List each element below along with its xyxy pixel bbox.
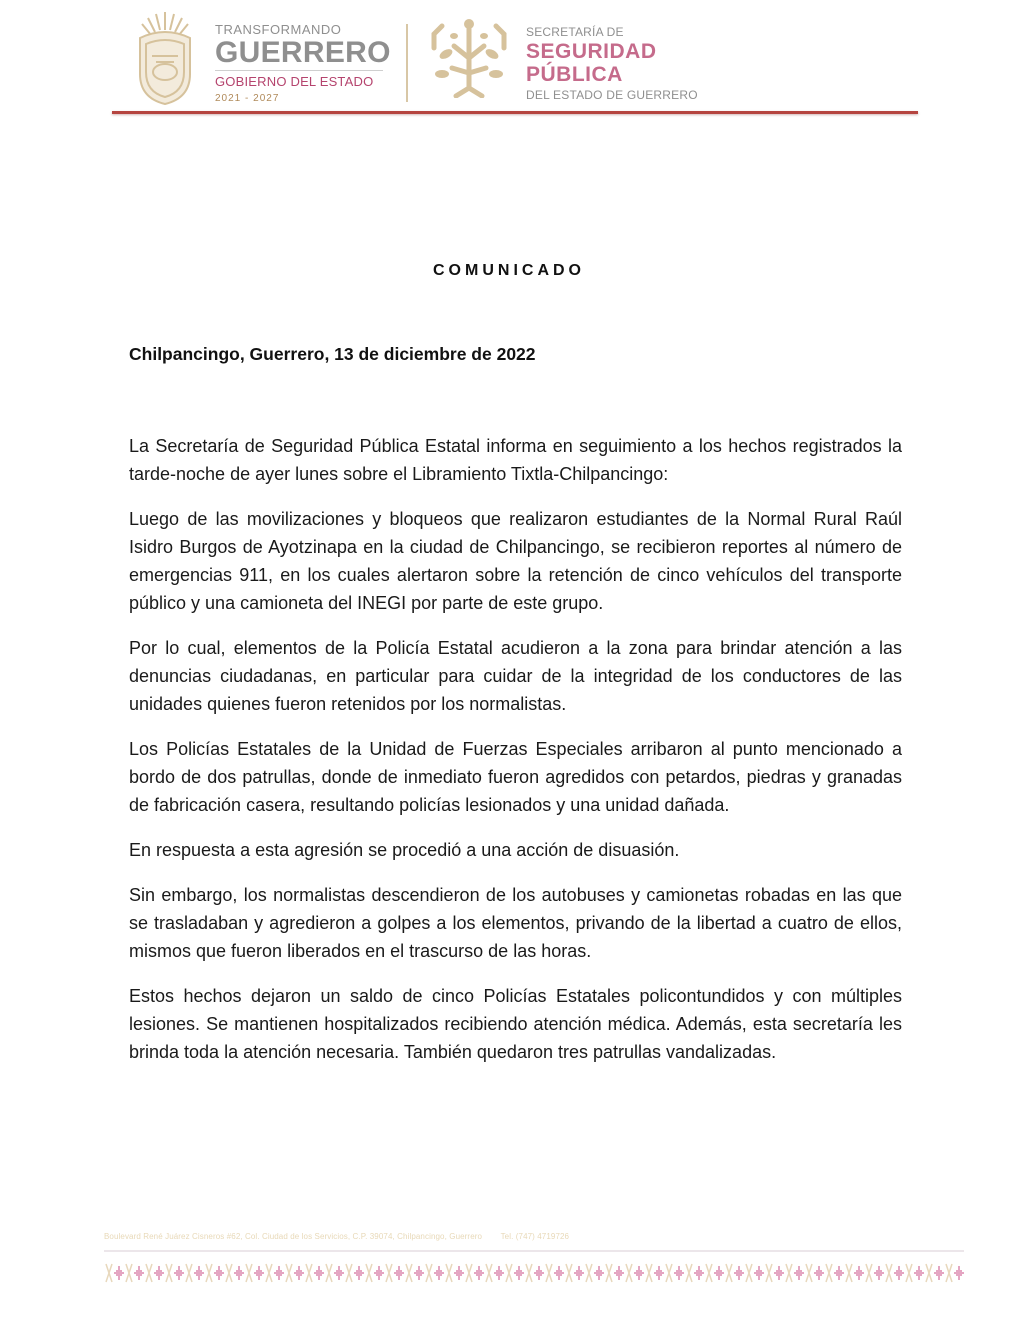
paragraph: Los Policías Estatales de la Unidad de Fuerzas Especiales arribaron al punto mencionado a bordo de dos patrullas, donde de inmediato fueron agredidos con petardos, piedras y granadas de fabricación casera, resultando policías lesionados y una unidad dañada. (129, 739, 902, 815)
logo-divider (406, 24, 408, 102)
state-coat-of-arms-icon (128, 8, 202, 108)
paragraph: En respuesta a esta agresión se procedió a una acción de disuasión. (129, 840, 680, 860)
footer-rule (104, 1250, 964, 1252)
paragraph: Estos hechos dejaron un saldo de cinco Policías Estatales policontundidos y con múltiples lesiones. Se mantienen hospitalizados recibiendo atención médica. Además, esta secretaría les brinda toda la atención necesaria. También quedaron tres patrullas vandalizadas. (129, 986, 902, 1062)
document-title: COMUNICADO (433, 262, 585, 279)
header-rule (112, 111, 918, 114)
secretariat-tree-logo-icon (424, 18, 514, 98)
paragraph: Sin embargo, los normalistas descendieron de los autobuses y camionetas robadas en las que se trasladaban y agredieron a golpes a los elementos, privando de la libertad a cuatro de ellos, mismos que fueron liberados en el trascurso de las horas. (129, 885, 902, 961)
document-body (129, 432, 902, 1083)
ssp-prefix: SECRETARÍA DE (526, 25, 624, 39)
ssp-name-line2: PÚBLICA (526, 63, 623, 86)
embroidery-pattern-border-icon (104, 1262, 964, 1284)
ssp-name-line1: SEGURIDAD (526, 40, 657, 63)
government-logo-text (215, 22, 391, 106)
gov-tagline: TRANSFORMANDO (215, 22, 342, 37)
secretariat-logo-text (526, 25, 698, 103)
footer-address-line (104, 1232, 569, 1241)
ssp-suffix: DEL ESTADO DE GUERRERO (526, 88, 698, 102)
letterhead (0, 0, 1018, 125)
gov-rule (215, 70, 383, 71)
paragraph: Por lo cual, elementos de la Policía Estatal acudieron a la zona para brindar atención a las denuncias ciudadanas, en particular para cuidar de la integridad de los conductores de las unidades quienes fueron retenidos por los normalistas. (129, 638, 902, 714)
gov-subtitle: GOBIERNO DEL ESTADO (215, 74, 374, 89)
gov-years: 2021 - 2027 (215, 93, 280, 104)
paragraph: La Secretaría de Seguridad Pública Estatal informa en seguimiento a los hechos registrados la tarde-noche de ayer lunes sobre el Libramiento Tixtla-Chilpancingo: (129, 436, 902, 484)
gov-name: GUERRERO (215, 36, 391, 69)
paragraph: Luego de las movilizaciones y bloqueos que realizaron estudiantes de la Normal Rural Raúl Isidro Burgos de Ayotzinapa en la ciudad de Chilpancingo, se recibieron reportes al número de emergencias 911, en los cuales alertaron sobre la retención de cinco vehículos del transporte público y una camioneta del INEGI por parte de este grupo. (129, 509, 902, 613)
footer-phone: Tel. (747) 4719726 (500, 1232, 570, 1241)
dateline: Chilpancingo, Guerrero, 13 de diciembre de 2022 (129, 344, 536, 364)
footer-address: Boulevard René Juárez Cisneros #62, Col. Ciudad de los Servicios, C.P. 39074, Chilpancingo, Guerrero (104, 1232, 483, 1241)
